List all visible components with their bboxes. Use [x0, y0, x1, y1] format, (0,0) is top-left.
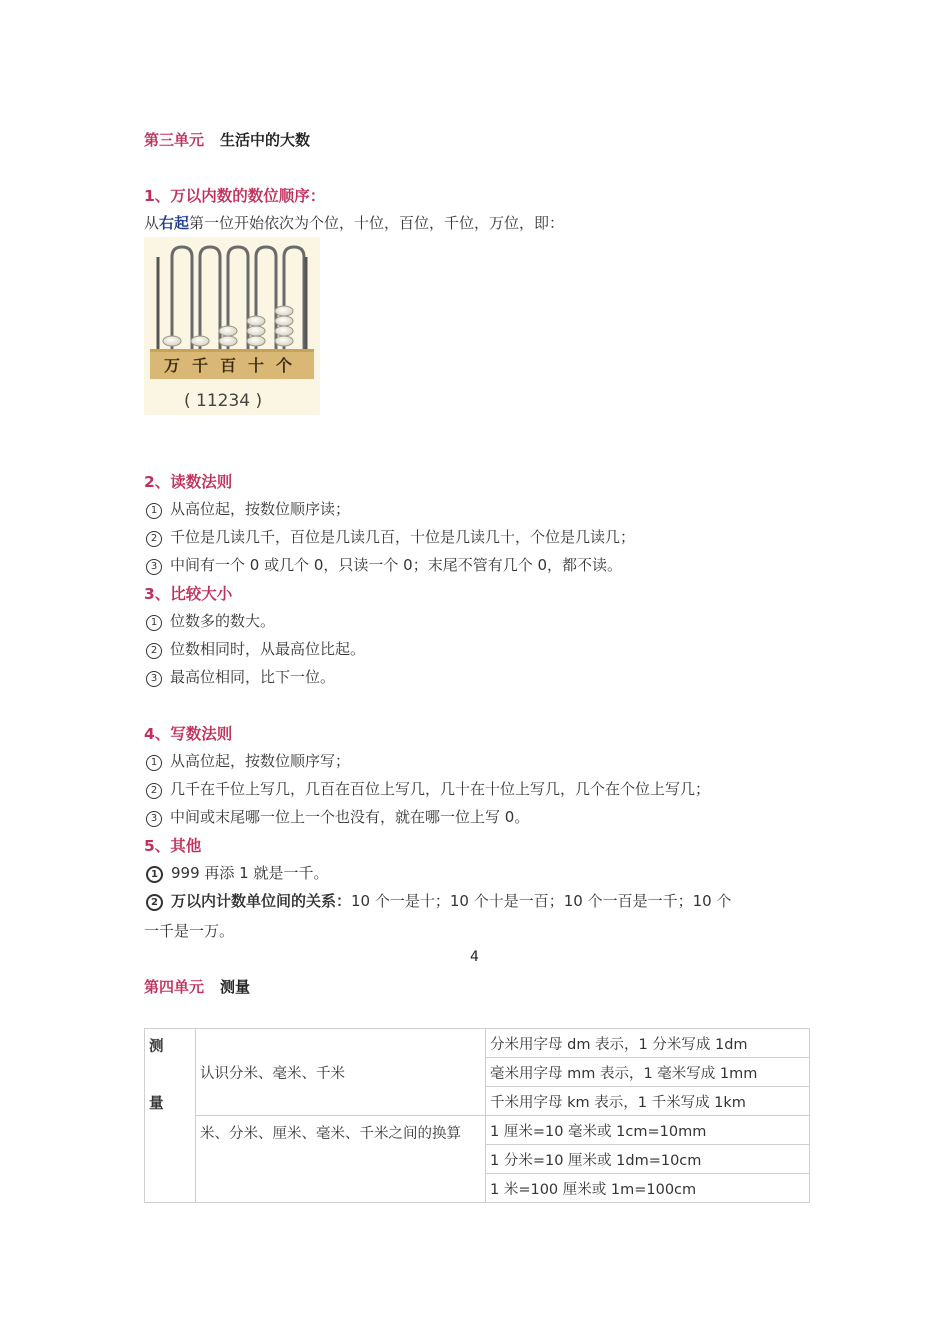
sec3-item-3 [146, 666, 335, 687]
abacus-number: ( 11234 ) [184, 391, 263, 411]
sec4-item-2 [146, 778, 710, 799]
circled-number-icon: 1 [146, 866, 163, 883]
table-cell: 1 米=100 厘米或 1m=100cm [486, 1174, 810, 1203]
unit3-name: 生活中的大数 [220, 131, 311, 149]
sec5-heading: 5、其他 [144, 837, 202, 855]
sec4-heading: 4、写数法则 [144, 725, 233, 743]
unit4-title [144, 976, 250, 997]
abacus-graphic [144, 237, 320, 415]
sec3-item-2-text: 位数相同时，从最高位比起。 [170, 640, 366, 658]
abacus-label-shi: 十 [248, 356, 265, 375]
table-cell: 千米用字母 km 表示，1 千米写成 1km [486, 1087, 810, 1116]
sec5-item-2-text: 10 个一是十；10 个十是一百；10 个一百是一千；10 个 [351, 892, 732, 910]
sec2-item-3 [146, 554, 622, 575]
circled-number-icon: 3 [146, 559, 162, 575]
sec5-item-2-bold: 万以内计数单位间的关系： [171, 892, 352, 910]
group2-label [196, 1116, 486, 1203]
table-cell: 1 分米=10 厘米或 1dm=10cm [486, 1145, 810, 1174]
sec5-item-1 [146, 862, 328, 883]
sec3-item-2 [146, 638, 365, 659]
sec5-item-2-cont: 一千是一万。 [144, 922, 235, 940]
sec4-item-3-text: 中间或末尾哪一位上一个也没有，就在哪一位上写 0。 [170, 808, 530, 826]
abacus-label-qian: 千 [192, 356, 209, 375]
group1-label: 认识分米、毫米、千米 [196, 1029, 486, 1116]
sec2-item-2 [146, 526, 635, 547]
sec4-item-1 [146, 750, 350, 771]
unit4-name: 测量 [220, 978, 251, 996]
measurement-table [144, 1028, 810, 1203]
circled-number-icon: 2 [146, 531, 162, 547]
table-row [145, 1029, 810, 1058]
sec4-item-3 [146, 806, 529, 827]
sec3-item-1-text: 位数多的数大。 [170, 612, 276, 630]
abacus-label-bai: 百 [220, 356, 237, 375]
circled-number-icon: 1 [146, 503, 162, 519]
sec5-item-2 [146, 890, 731, 911]
sec2-item-3-text: 中间有一个 0 或几个 0，只读一个 0；末尾不管有几个 0，都不读。 [170, 556, 623, 574]
circled-number-icon: 1 [146, 755, 162, 771]
table-cell: 分米用字母 dm 表示，1 分米写成 1dm [486, 1029, 810, 1058]
sec2-item-1 [146, 498, 350, 519]
circled-number-icon: 3 [146, 671, 162, 687]
unit4-number: 第四单元 [144, 978, 205, 996]
sec1-line-pre: 从 [144, 214, 160, 232]
circled-number-icon: 1 [146, 615, 162, 631]
table-cell: 毫米用字母 mm 表示，1 毫米写成 1mm [486, 1058, 810, 1087]
unit3-number: 第三单元 [144, 131, 205, 149]
sec2-item-1-text: 从高位起，按数位顺序读； [170, 500, 351, 518]
abacus-label-ge: 个 [276, 356, 293, 375]
sec3-item-1 [146, 610, 275, 631]
circled-number-icon: 2 [146, 783, 162, 799]
sec3-heading: 3、比较大小 [144, 585, 233, 603]
sec1-line [144, 212, 564, 233]
sec1-heading: 1、万以内数的数位顺序： [144, 187, 326, 205]
sec3-item-3-text: 最高位相同，比下一位。 [170, 668, 336, 686]
sec5-item-1-text: 999 再添 1 就是一千。 [171, 864, 329, 882]
table-row [145, 1116, 810, 1145]
abacus-labels [164, 353, 314, 376]
sec1-line-highlight: 右起 [159, 214, 190, 232]
circled-number-icon: 3 [146, 811, 162, 827]
sec2-item-2-text: 千位是几读几千，百位是几读几百，十位是几读几十，个位是几读几； [170, 528, 636, 546]
circled-number-icon: 2 [146, 894, 163, 911]
sec4-item-1-text: 从高位起，按数位顺序写； [170, 752, 351, 770]
sec4-item-2-text: 几千在千位上写几，几百在百位上写几，几十在十位上写几，几个在个位上写几； [170, 780, 711, 798]
abacus-label-wan: 万 [164, 356, 181, 375]
abacus-illustration [144, 237, 320, 415]
sec2-heading: 2、读数法则 [144, 473, 233, 491]
table-side-label [145, 1029, 196, 1203]
page-number: 4 [470, 949, 479, 965]
unit3-title [144, 129, 310, 150]
circled-number-icon: 2 [146, 643, 162, 659]
side-label-bottom: 量 [149, 1096, 164, 1112]
group2-label-text: 米、分米、厘米、毫米、千米之间的换算 [200, 1126, 461, 1142]
side-label-top: 测 [149, 1039, 164, 1055]
table-cell: 1 厘米=10 毫米或 1cm=10mm [486, 1116, 810, 1145]
sec1-line-post: 第一位开始依次为个位，十位，百位，千位，万位，即： [189, 214, 565, 232]
